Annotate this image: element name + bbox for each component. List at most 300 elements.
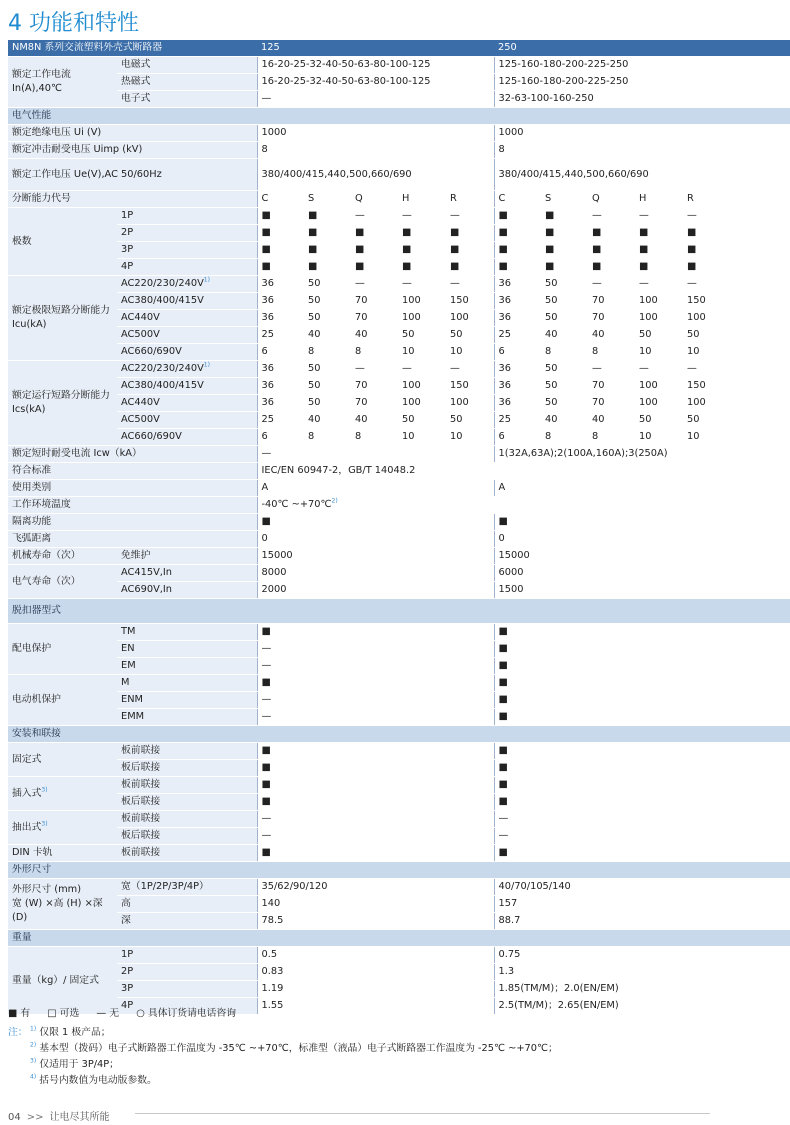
code-cell: Q bbox=[351, 191, 398, 208]
page-number: 04 bbox=[8, 1112, 21, 1123]
value-cell: ■ bbox=[541, 208, 588, 225]
drawout-text: 抽出式 bbox=[12, 821, 42, 833]
row-label: AC500V bbox=[117, 412, 257, 429]
value-cell: 10 bbox=[398, 429, 446, 446]
value-cell: — bbox=[635, 361, 683, 378]
value-cell: ■ bbox=[398, 259, 446, 276]
row-label: 3P bbox=[117, 242, 257, 259]
cell-250: ■ bbox=[494, 624, 790, 641]
category-label: 使用类别 bbox=[8, 480, 257, 497]
section-row bbox=[8, 930, 790, 947]
elec-life-label: 电气寿命（次） bbox=[8, 565, 117, 599]
value-cell: 10 bbox=[635, 344, 683, 361]
value-cell: 36 bbox=[494, 293, 541, 310]
value-cell: 25 bbox=[257, 412, 304, 429]
table-row bbox=[8, 91, 790, 108]
row-label: 热磁式 bbox=[117, 74, 257, 91]
cell-125: 16-20-25-32-40-50-63-80-100-125 bbox=[257, 74, 494, 91]
value-cell: 40 bbox=[588, 412, 635, 429]
cell-250: ■ bbox=[494, 641, 790, 658]
value-cell: 10 bbox=[683, 429, 790, 446]
table-row bbox=[8, 159, 790, 191]
value-cell: 50 bbox=[446, 327, 494, 344]
code-cell: S bbox=[304, 191, 351, 208]
value-cell: ■ bbox=[351, 242, 398, 259]
row-label: 板前联接 bbox=[117, 777, 257, 794]
value-cell: 36 bbox=[257, 378, 304, 395]
value-cell: 40 bbox=[351, 327, 398, 344]
value-cell: 40 bbox=[304, 327, 351, 344]
row-label: 4P bbox=[117, 998, 257, 1015]
table-row bbox=[8, 913, 790, 930]
table-row bbox=[8, 548, 790, 565]
value-cell: ■ bbox=[446, 225, 494, 242]
row-label: AC660/690V bbox=[117, 344, 257, 361]
value-cell: — bbox=[588, 361, 635, 378]
value-cell: ■ bbox=[304, 208, 351, 225]
value-cell: — bbox=[398, 276, 446, 293]
footnote-mark: 1) bbox=[30, 1025, 37, 1033]
mech-life-label: 机械寿命（次） bbox=[8, 548, 117, 565]
table-row bbox=[8, 446, 790, 463]
value-cell: — bbox=[398, 208, 446, 225]
value-cell: 36 bbox=[494, 361, 541, 378]
section-row bbox=[8, 108, 790, 125]
table-row bbox=[8, 514, 790, 531]
footnote-text: 基本型（拨码）电子式断路器工作温度为 -35℃ ~+70℃，标准型（液晶）电子式断路器工作温度为 -25℃ ~+70℃； bbox=[39, 1043, 558, 1054]
ics-label bbox=[8, 361, 117, 446]
footnote-mark: 1) bbox=[203, 361, 210, 369]
standard-value: IEC/EN 60947-2，GB/T 14048.2 bbox=[257, 463, 790, 480]
isolation-label: 隔离功能 bbox=[8, 514, 257, 531]
row-label: M bbox=[117, 675, 257, 692]
cell-125: 0.83 bbox=[257, 964, 494, 981]
value-cell: 40 bbox=[588, 327, 635, 344]
value-cell: 36 bbox=[257, 293, 304, 310]
cell-125: ■ bbox=[257, 675, 494, 692]
row-label: 高 bbox=[117, 896, 257, 913]
value-cell: 50 bbox=[683, 412, 790, 429]
icu-label-line2: Icu(kA) bbox=[12, 319, 47, 330]
icu-label bbox=[8, 276, 117, 361]
value-cell: 36 bbox=[257, 276, 304, 293]
value-cell: ■ bbox=[494, 259, 541, 276]
cell-250: ■ bbox=[494, 760, 790, 777]
value-cell: 70 bbox=[351, 293, 398, 310]
row-label: 3P bbox=[117, 981, 257, 998]
value-cell: 70 bbox=[588, 378, 635, 395]
value-cell: 36 bbox=[494, 310, 541, 327]
table-row bbox=[8, 828, 790, 845]
cell-250: ■ bbox=[494, 743, 790, 760]
row-label: 板前联接 bbox=[117, 845, 257, 862]
row-label: 宽（1P/2P/3P/4P） bbox=[117, 879, 257, 896]
value-cell: 10 bbox=[446, 344, 494, 361]
header-frame-125: 125 bbox=[257, 40, 494, 57]
row-label: AC380/400/415V bbox=[117, 293, 257, 310]
cell-250: ■ bbox=[494, 709, 790, 726]
code-cell: H bbox=[635, 191, 683, 208]
plugin-text: 插入式 bbox=[12, 787, 42, 799]
rated-current-label: 额定工作电流 In(A),40℃ bbox=[8, 57, 117, 108]
icw-label: 额定短时耐受电流 Icw（kA） bbox=[8, 446, 257, 463]
value-cell: 50 bbox=[541, 361, 588, 378]
value-cell: — bbox=[446, 361, 494, 378]
value-cell: 100 bbox=[446, 395, 494, 412]
value-cell: 100 bbox=[635, 395, 683, 412]
cell-250: — bbox=[494, 811, 790, 828]
value-cell: — bbox=[683, 208, 790, 225]
row-label: 4P bbox=[117, 259, 257, 276]
table-row bbox=[8, 565, 790, 582]
value-cell: 50 bbox=[304, 361, 351, 378]
cell-250: 1.85(TM/M)；2.0(EN/EM) bbox=[494, 981, 790, 998]
ambient-value bbox=[257, 497, 790, 514]
value-cell: 8 bbox=[304, 429, 351, 446]
value-cell: 70 bbox=[351, 378, 398, 395]
value-cell: 40 bbox=[351, 412, 398, 429]
value-cell: ■ bbox=[494, 242, 541, 259]
value-cell: 70 bbox=[351, 310, 398, 327]
value-cell: 70 bbox=[351, 395, 398, 412]
value-cell: 50 bbox=[635, 412, 683, 429]
table-row bbox=[8, 658, 790, 675]
cell-125: 0 bbox=[257, 531, 494, 548]
cell-250: 1500 bbox=[494, 582, 790, 599]
cell-125: 1.55 bbox=[257, 998, 494, 1015]
dist-protect-label: 配电保护 bbox=[8, 624, 117, 675]
value-cell: — bbox=[351, 208, 398, 225]
footnote-mark: 1) bbox=[203, 276, 210, 284]
value-cell: 100 bbox=[398, 378, 446, 395]
table-row bbox=[8, 947, 790, 964]
table-row bbox=[8, 361, 790, 378]
cell-250: 157 bbox=[494, 896, 790, 913]
cell-125: — bbox=[257, 709, 494, 726]
value-cell: 8 bbox=[351, 429, 398, 446]
cell-250: 0.75 bbox=[494, 947, 790, 964]
code-cell: S bbox=[541, 191, 588, 208]
arc-label: 飞弧距离 bbox=[8, 531, 257, 548]
cell-250: 8 bbox=[494, 142, 790, 159]
cell-250: ■ bbox=[494, 658, 790, 675]
table-row bbox=[8, 896, 790, 913]
legend-consult: ○ 具体订货请电话咨询 bbox=[136, 1008, 237, 1019]
table-row bbox=[8, 760, 790, 777]
cell-125: — bbox=[257, 91, 494, 108]
table-row bbox=[8, 142, 790, 159]
table-row bbox=[8, 709, 790, 726]
cell-125: ■ bbox=[257, 514, 494, 531]
value-cell: 50 bbox=[398, 412, 446, 429]
cell-125: 8000 bbox=[257, 565, 494, 582]
code-cell: Q bbox=[588, 191, 635, 208]
cell-250: 15000 bbox=[494, 548, 790, 565]
value-cell: 25 bbox=[257, 327, 304, 344]
cell-125: ■ bbox=[257, 624, 494, 641]
value-cell: 25 bbox=[494, 327, 541, 344]
value-cell: 70 bbox=[588, 293, 635, 310]
table-row bbox=[8, 811, 790, 828]
value-cell: ■ bbox=[635, 242, 683, 259]
footnote-text: 仅适用于 3P/4P； bbox=[39, 1059, 119, 1070]
cell-250: ■ bbox=[494, 845, 790, 862]
row-label: 1P bbox=[117, 208, 257, 225]
cell-250: ■ bbox=[494, 514, 790, 531]
row-label: 免维护 bbox=[117, 548, 257, 565]
cell-125: 35/62/90/120 bbox=[257, 879, 494, 896]
row-label bbox=[117, 276, 257, 293]
cell-125: ■ bbox=[257, 845, 494, 862]
table-row bbox=[8, 794, 790, 811]
footnote-mark: 3) bbox=[30, 1057, 37, 1065]
value-cell: 150 bbox=[446, 378, 494, 395]
row-label: AC415V,In bbox=[117, 565, 257, 582]
breaking-code-label: 分断能力代号 bbox=[8, 191, 257, 208]
row-label: 电磁式 bbox=[117, 57, 257, 74]
cell-125: 8 bbox=[257, 142, 494, 159]
value-cell: 50 bbox=[398, 327, 446, 344]
fixed-label: 固定式 bbox=[8, 743, 117, 777]
row-label: 2P bbox=[117, 964, 257, 981]
value-cell: ■ bbox=[683, 225, 790, 242]
cell-250: ■ bbox=[494, 794, 790, 811]
row-label: AC500V bbox=[117, 327, 257, 344]
table-row bbox=[8, 74, 790, 91]
row-label: AC660/690V bbox=[117, 429, 257, 446]
value-cell: 10 bbox=[683, 344, 790, 361]
table-header-row bbox=[8, 40, 790, 57]
cell-125: — bbox=[257, 641, 494, 658]
value-cell: ■ bbox=[257, 242, 304, 259]
cell-250: A bbox=[494, 480, 790, 497]
row-label bbox=[117, 361, 257, 378]
value-cell: ■ bbox=[494, 225, 541, 242]
table-row bbox=[8, 344, 790, 361]
value-cell: ■ bbox=[446, 242, 494, 259]
section-row bbox=[8, 862, 790, 879]
footnote-2 bbox=[8, 1041, 558, 1057]
value-cell: 6 bbox=[257, 344, 304, 361]
cell-125: — bbox=[257, 828, 494, 845]
value-cell: — bbox=[635, 208, 683, 225]
value-cell: 8 bbox=[541, 429, 588, 446]
code-cell: C bbox=[257, 191, 304, 208]
table-row bbox=[8, 964, 790, 981]
value-cell: 6 bbox=[494, 429, 541, 446]
row-label: TM bbox=[117, 624, 257, 641]
cell-125: — bbox=[257, 658, 494, 675]
table-row bbox=[8, 692, 790, 709]
footnote-mark: 3) bbox=[41, 786, 48, 794]
value-cell: ■ bbox=[541, 225, 588, 242]
value-cell: 100 bbox=[446, 310, 494, 327]
value-cell: 150 bbox=[683, 378, 790, 395]
standard-label: 符合标准 bbox=[8, 463, 257, 480]
footnote-text: 括号内数值为电动版参数。 bbox=[39, 1075, 157, 1086]
value-cell: 70 bbox=[588, 310, 635, 327]
ambient-text: -40℃ ~+70℃ bbox=[261, 499, 332, 510]
dimensions-label bbox=[8, 879, 117, 930]
row-label: 电子式 bbox=[117, 91, 257, 108]
value-cell: 50 bbox=[541, 378, 588, 395]
value-cell: 10 bbox=[635, 429, 683, 446]
value-cell: 40 bbox=[304, 412, 351, 429]
row-label: AC440V bbox=[117, 395, 257, 412]
value-cell: — bbox=[446, 276, 494, 293]
value-cell: 36 bbox=[257, 361, 304, 378]
value-cell: ■ bbox=[257, 225, 304, 242]
table-row bbox=[8, 242, 790, 259]
value-cell: ■ bbox=[683, 259, 790, 276]
value-cell: 50 bbox=[635, 327, 683, 344]
row-label: 板后联接 bbox=[117, 760, 257, 777]
value-cell: 50 bbox=[541, 395, 588, 412]
value-cell: 36 bbox=[257, 310, 304, 327]
page-footer bbox=[8, 1108, 110, 1123]
cell-125: 16-20-25-32-40-50-63-80-100-125 bbox=[257, 57, 494, 74]
value-cell: — bbox=[446, 208, 494, 225]
table-row bbox=[8, 624, 790, 641]
section-weight: 重量 bbox=[8, 930, 790, 947]
value-cell: ■ bbox=[588, 225, 635, 242]
cell-250: 32-63-100-160-250 bbox=[494, 91, 790, 108]
table-row bbox=[8, 293, 790, 310]
row-label: 板前联接 bbox=[117, 743, 257, 760]
row-label: EM bbox=[117, 658, 257, 675]
value-cell: 50 bbox=[304, 378, 351, 395]
value-cell: 100 bbox=[398, 395, 446, 412]
value-cell: 100 bbox=[635, 378, 683, 395]
value-cell: 100 bbox=[398, 293, 446, 310]
cell-250: ■ bbox=[494, 675, 790, 692]
cell-125: ■ bbox=[257, 794, 494, 811]
drawout-label bbox=[8, 811, 117, 845]
ics-label-line2: Ics(kA) bbox=[12, 404, 46, 415]
cell-250: — bbox=[494, 828, 790, 845]
uimp-label: 额定冲击耐受电压 Uimp (kV) bbox=[8, 142, 257, 159]
cell-250: 2.5(TM/M)；2.65(EN/EM) bbox=[494, 998, 790, 1015]
dimensions-label-line2: 宽 (W) ×高 (H) ×深 (D) bbox=[12, 898, 103, 923]
value-cell: 50 bbox=[304, 293, 351, 310]
table-row bbox=[8, 777, 790, 794]
cell-250: 40/70/105/140 bbox=[494, 879, 790, 896]
value-cell: 50 bbox=[304, 310, 351, 327]
footnote-1 bbox=[8, 1025, 558, 1041]
ui-label: 额定绝缘电压 Ui (V) bbox=[8, 125, 257, 142]
cell-125: 1000 bbox=[257, 125, 494, 142]
value-cell: 50 bbox=[446, 412, 494, 429]
dimensions-label-line1: 外形尺寸 (mm) bbox=[12, 884, 82, 895]
value-cell: ■ bbox=[541, 242, 588, 259]
table-row bbox=[8, 191, 790, 208]
footnote-mark: 2) bbox=[30, 1041, 37, 1049]
row-label: 板后联接 bbox=[117, 828, 257, 845]
value-cell: 8 bbox=[351, 344, 398, 361]
value-cell: 6 bbox=[494, 344, 541, 361]
table-row bbox=[8, 641, 790, 658]
cell-125: 15000 bbox=[257, 548, 494, 565]
footer-slogan: 让电尽其所能 bbox=[49, 1112, 110, 1123]
cell-250: 1(32A,63A);2(100A,160A);3(250A) bbox=[494, 446, 790, 463]
row-label: AC440V bbox=[117, 310, 257, 327]
value-cell: 40 bbox=[541, 412, 588, 429]
value-cell: ■ bbox=[588, 259, 635, 276]
value-cell: ■ bbox=[588, 242, 635, 259]
value-cell: ■ bbox=[304, 259, 351, 276]
cell-125: 0.5 bbox=[257, 947, 494, 964]
row-label: 深 bbox=[117, 913, 257, 930]
cell-125: — bbox=[257, 446, 494, 463]
section-row bbox=[8, 726, 790, 743]
value-cell: — bbox=[635, 276, 683, 293]
cell-250: 1.3 bbox=[494, 964, 790, 981]
cell-250: 6000 bbox=[494, 565, 790, 582]
value-cell: — bbox=[588, 276, 635, 293]
value-cell: 8 bbox=[304, 344, 351, 361]
table-row bbox=[8, 327, 790, 344]
value-cell: — bbox=[351, 361, 398, 378]
value-cell: ■ bbox=[494, 208, 541, 225]
section-row bbox=[8, 599, 790, 624]
cell-125: 2000 bbox=[257, 582, 494, 599]
code-cell: R bbox=[683, 191, 790, 208]
legend bbox=[8, 1005, 250, 1019]
footer-rule bbox=[135, 1113, 710, 1114]
table-row bbox=[8, 497, 790, 514]
section-electrical: 电气性能 bbox=[8, 108, 790, 125]
table-row bbox=[8, 412, 790, 429]
value-cell: ■ bbox=[257, 259, 304, 276]
cell-250: ■ bbox=[494, 692, 790, 709]
value-cell: ■ bbox=[257, 208, 304, 225]
table-row bbox=[8, 395, 790, 412]
row-label: 板后联接 bbox=[117, 794, 257, 811]
cell-250: 1000 bbox=[494, 125, 790, 142]
value-cell: 100 bbox=[635, 310, 683, 327]
row-label: 2P bbox=[117, 225, 257, 242]
code-cell: H bbox=[398, 191, 446, 208]
footnote-4 bbox=[8, 1073, 558, 1089]
value-cell: 8 bbox=[541, 344, 588, 361]
cell-125: 380/400/415,440,500,660/690 bbox=[257, 159, 494, 191]
value-cell: 10 bbox=[446, 429, 494, 446]
cell-125: ■ bbox=[257, 743, 494, 760]
value-cell: 70 bbox=[588, 395, 635, 412]
value-cell: 50 bbox=[683, 327, 790, 344]
value-cell: 100 bbox=[683, 310, 790, 327]
table-row bbox=[8, 259, 790, 276]
cell-125: ■ bbox=[257, 760, 494, 777]
value-cell: ■ bbox=[304, 242, 351, 259]
cell-250: 125-160-180-200-225-250 bbox=[494, 74, 790, 91]
value-cell: 40 bbox=[541, 327, 588, 344]
legend-optional: □ 可选 bbox=[47, 1008, 80, 1019]
ambient-label: 工作环境温度 bbox=[8, 497, 257, 514]
table-row bbox=[8, 582, 790, 599]
value-cell: — bbox=[588, 208, 635, 225]
poles-label: 极数 bbox=[8, 208, 117, 276]
value-cell: 8 bbox=[588, 429, 635, 446]
cell-125: — bbox=[257, 692, 494, 709]
legend-none: — 无 bbox=[96, 1008, 120, 1019]
cell-250: 380/400/415,440,500,660/690 bbox=[494, 159, 790, 191]
header-model: NM8N 系列交流塑料外壳式断路器 bbox=[8, 40, 257, 57]
legend-has: ■ 有 bbox=[8, 1008, 31, 1019]
weight-label: 重量（kg）/ 固定式 bbox=[8, 947, 117, 1015]
value-cell: 50 bbox=[541, 293, 588, 310]
cell-125: 78.5 bbox=[257, 913, 494, 930]
